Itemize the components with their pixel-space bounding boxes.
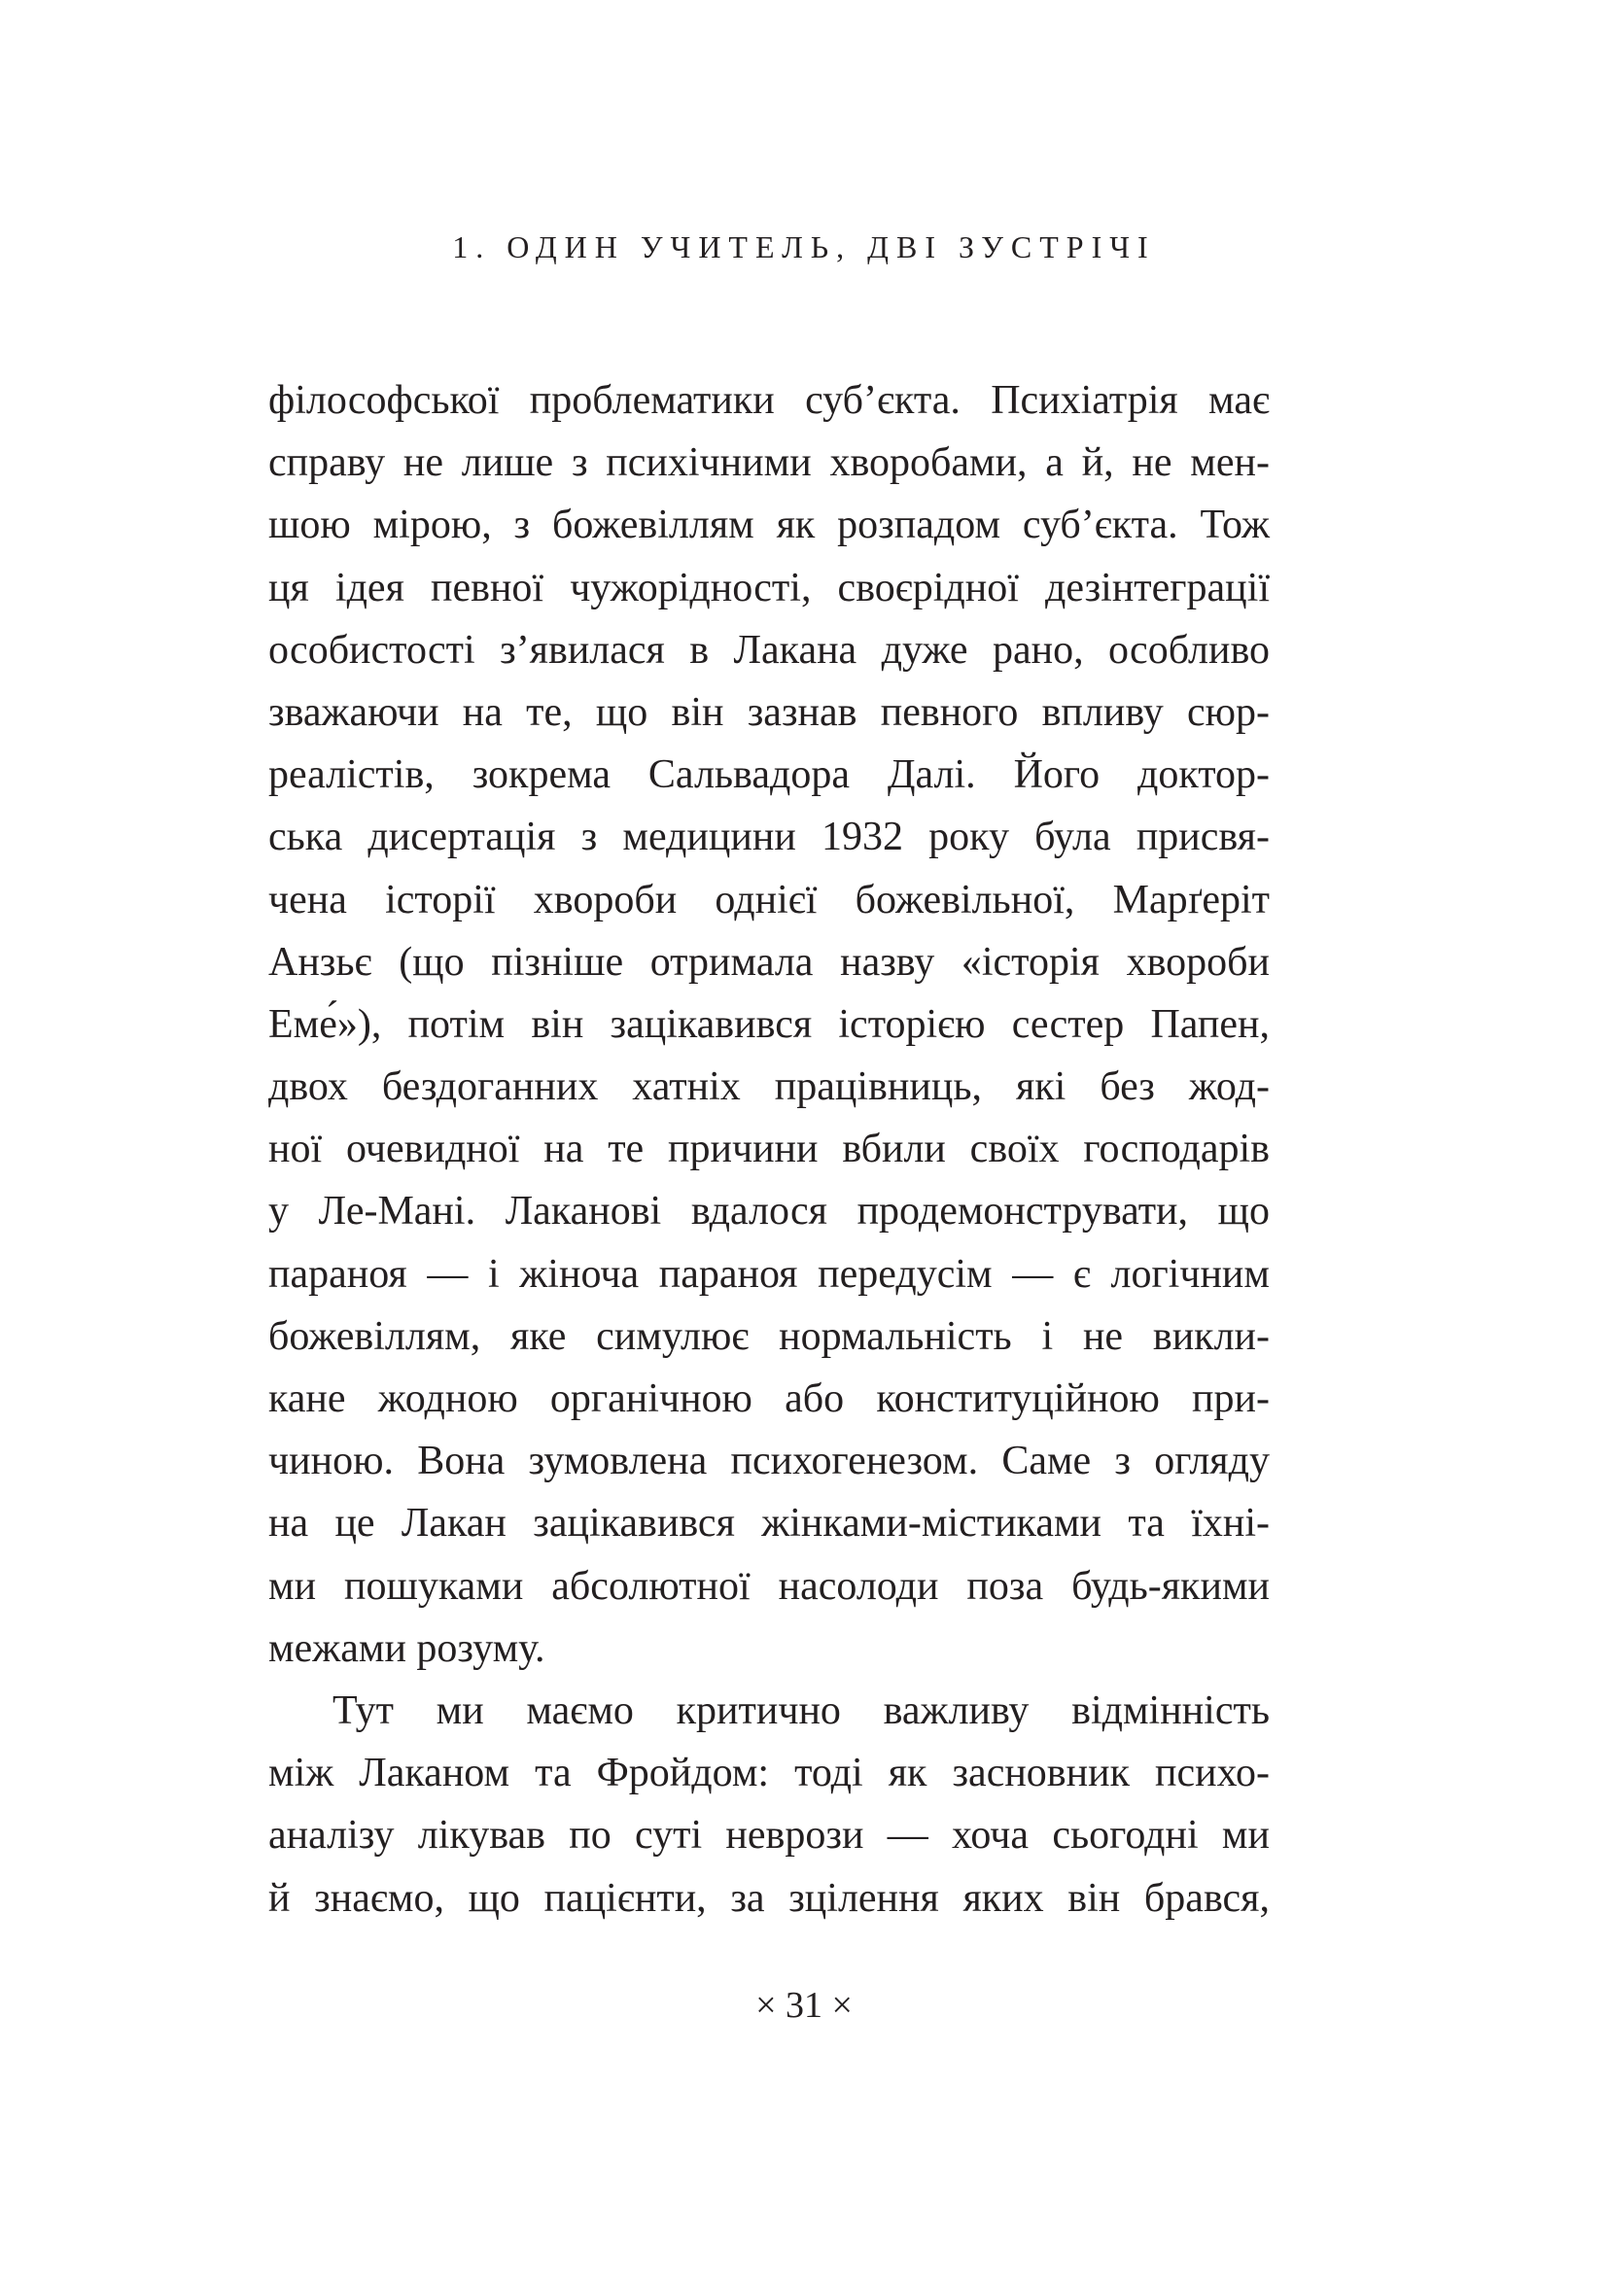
text-line: чиною. Вона зумовлена психогенезом. Саме з огляду [268, 1439, 1270, 1484]
text-line: й знаємо, що пацієнти, за зцілення яких він брався, [268, 1875, 1270, 1921]
paragraph [268, 1680, 1270, 1930]
text-line: на це Лакан зацікавився жінками-містиками та їхні- [268, 1501, 1270, 1547]
running-head: 1. ОДИН УЧИТЕЛЬ, ДВІ ЗУСТРІЧІ [452, 229, 1156, 264]
text-line: ми пошуками абсолютної насолоди поза будь-якими [268, 1563, 1270, 1609]
text-line: кане жодною органічною або конституційною при- [268, 1376, 1270, 1421]
text-line: ної очевидної на те причини вбили своїх господарів [268, 1127, 1270, 1172]
text-line: між Лаканом та Фройдом: тоді як засновник психо- [268, 1751, 1270, 1796]
text-line: шою мірою, з божевіллям як розпадом суб’єкта. Тож [268, 503, 1270, 548]
text-line: справу не лише з психічними хворобами, а й, не мен- [268, 440, 1270, 486]
text-line: двох бездоганних хатніх працівниць, які без жод- [268, 1064, 1270, 1110]
text-line: зважаючи на те, що він зазнав певного впливу сюр- [268, 689, 1270, 735]
text-line: ця ідея певної чужорідності, своєрідної дезінтеграції [268, 565, 1270, 610]
text-line: аналізу лікував по суті неврози — хоча сьогодні ми [268, 1813, 1270, 1859]
text-line: Тут ми маємо критично важливу відмінність [332, 1687, 1270, 1733]
text-line: Анзьє (що пізніше отримала назву «історія хвороби [268, 939, 1270, 985]
text-line: ська дисертація з медицини 1932 року була присвя- [268, 815, 1270, 860]
text-line: межами розуму. [268, 1625, 545, 1671]
text-line: Еме́»), потім він зацікавився історією сестер Папен, [268, 1001, 1270, 1047]
text-line: у Ле-Мані. Лаканові вдалося продемонструвати, що [268, 1189, 1270, 1235]
text-line: божевіллям, яке симулює нормальність і не викли- [268, 1313, 1270, 1359]
page-number: × 31 × [755, 1985, 853, 2026]
body-text [268, 369, 1270, 1930]
text-line: особистості з’явилася в Лакана дуже рано, особливо [268, 627, 1270, 673]
text-line: чена історії хвороби однієї божевільної, Марґеріт [268, 877, 1270, 922]
text-line: параноя — і жіноча параноя передусім — є логічним [268, 1251, 1270, 1297]
text-line: реалістів, зокрема Сальвадора Далі. Його доктор- [268, 752, 1270, 798]
text-line: філософської проблематики суб’єкта. Психіатрія має [268, 378, 1270, 423]
paragraph [268, 369, 1270, 1680]
